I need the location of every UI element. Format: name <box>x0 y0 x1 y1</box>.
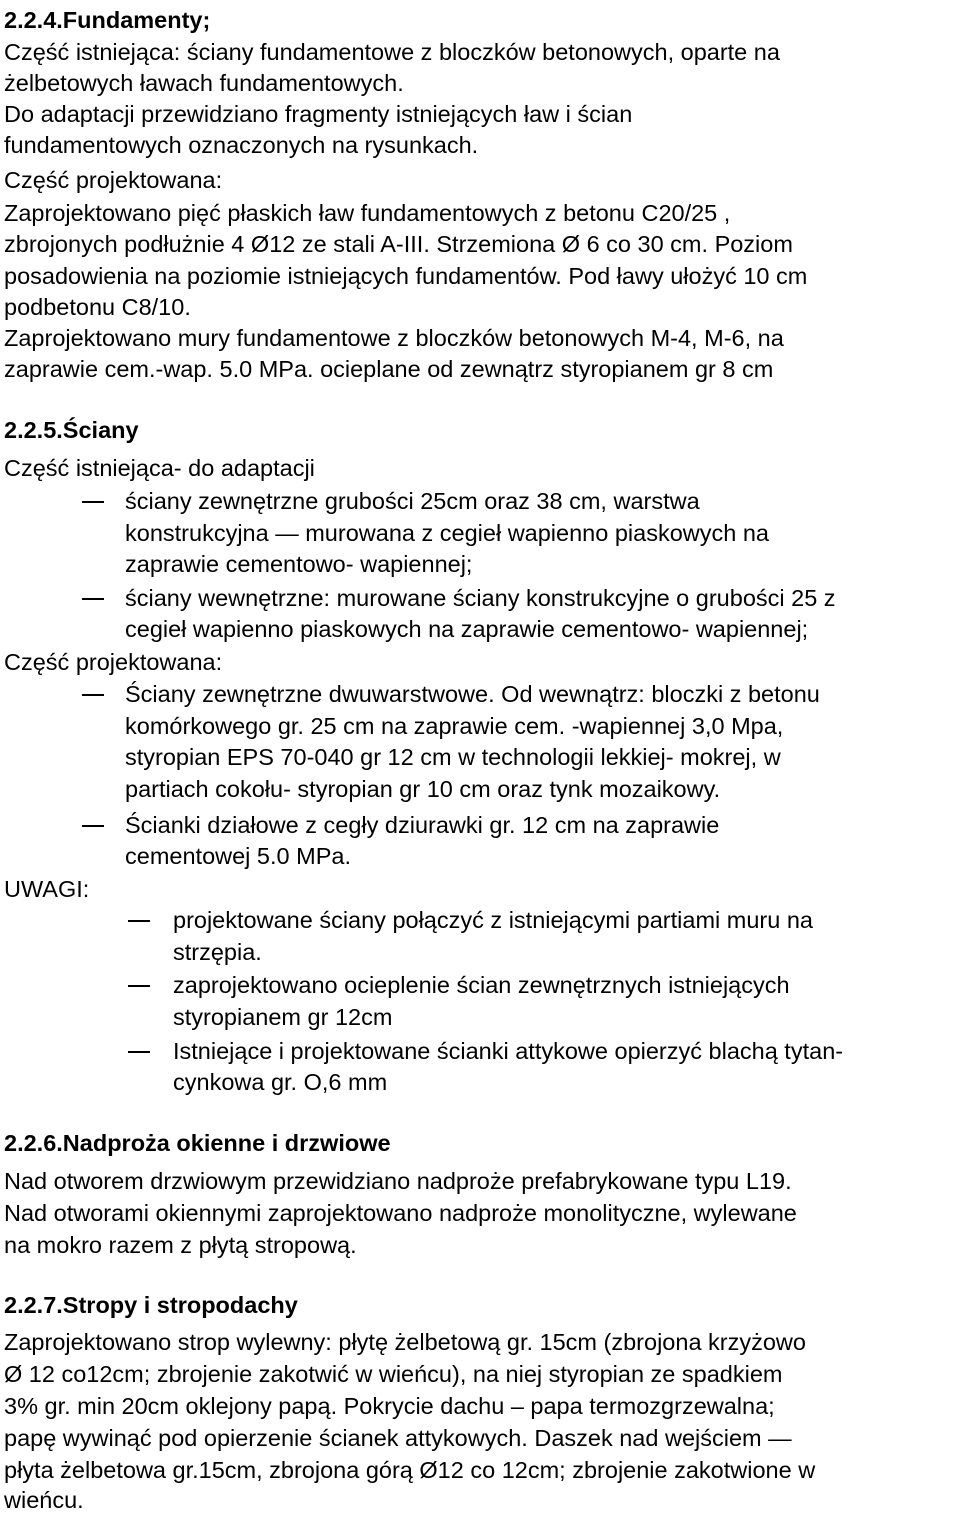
paragraph-line: Zaprojektowano strop wylewny: płytę żelbetową gr. 15cm (zbrojona krzyżowo <box>4 1329 806 1355</box>
list-dash <box>128 920 150 922</box>
list-item-line: cementowej 5.0 MPa. <box>125 843 351 869</box>
list-dash <box>128 1051 150 1053</box>
paragraph-line: fundamentowych oznaczonych na rysunkach. <box>4 132 479 158</box>
list-item-line: styropianem gr 12cm <box>173 1004 393 1030</box>
paragraph-line: Zaprojektowano pięć płaskich ław fundamentowych z betonu C20/25 , <box>4 200 731 226</box>
paragraph-line: zbrojonych podłużnie 4 Ø12 ze stali A-III. Strzemiona Ø 6 co 30 cm. Poziom <box>4 231 793 257</box>
paragraph-line: posadowienia na poziomie istniejących fundamentów. Pod ławy ułożyć 10 cm <box>4 263 808 289</box>
list-dash <box>128 985 150 987</box>
label-existing-part: Część istniejąca: <box>4 39 181 65</box>
paragraph-line: podbetonu C8/10. <box>4 294 191 320</box>
text-run: ściany fundamentowe z bloczków betonowych, oparte na <box>180 39 780 65</box>
list-item-line: partiach cokołu- styropian gr 10 cm oraz tynk mozaikowy. <box>125 776 721 802</box>
list-item-line: ściany zewnętrzne grubości 25cm oraz 38 cm, warstwa <box>125 488 700 514</box>
paragraph-line: Nad otworem drzwiowym przewidziano nadproże prefabrykowane typu L19. <box>4 1168 792 1194</box>
paragraph-line: wieńcu. <box>4 1487 84 1513</box>
list-item-line: komórkowego gr. 25 cm na zaprawie cem. -wapiennej 3,0 Mpa, <box>125 713 784 739</box>
paragraph-line: na mokro razem z płytą stropową. <box>4 1232 357 1258</box>
paragraph-line: płyta żelbetowa gr.15cm, zbrojona górą Ø12 co 12cm; zbrojenie zakotwione w <box>4 1457 816 1483</box>
list-dash <box>82 825 104 827</box>
list-dash <box>82 501 104 503</box>
list-item-line: Ścianki działowe z cegły dziurawki gr. 12 cm na zaprawie <box>125 812 720 838</box>
list-item-line: strzępia. <box>173 939 262 965</box>
paragraph-line: Ø 12 co12cm; zbrojenie zakotwić w wieńcu), na niej styropian ze spadkiem <box>4 1361 783 1387</box>
list-item-line: konstrukcyjna — murowana z cegieł wapienno piaskowych na <box>125 520 769 546</box>
list-item-line: Istniejące i projektowane ścianki attykowe opierzyć blachą tytan- <box>173 1038 844 1064</box>
paragraph-line: Zaprojektowano mury fundamentowe z bloczków betonowych M-4, M-6, na <box>4 325 784 351</box>
list-item-line: cegieł wapienno piaskowych na zaprawie cementowo- wapiennej; <box>125 616 809 642</box>
list-item-line: ściany wewnętrzne: murowane ściany konstrukcyjne o grubości 25 z <box>125 585 836 611</box>
list-dash <box>82 598 104 600</box>
section-heading-2-2-6: 2.2.6.Nadproża okienne i drzwiowe <box>4 1130 391 1156</box>
list-item-line: styropian EPS 70-040 gr 12 cm w technologii lekkiej- mokrej, w <box>125 744 781 770</box>
subheading-existing-part: Część istniejąca- do adaptacji <box>4 455 315 481</box>
list-item-line: projektowane ściany połączyć z istniejącymi partiami muru na <box>173 907 813 933</box>
list-item-line: cynkowa gr. O,6 mm <box>173 1069 388 1095</box>
list-dash <box>82 694 104 696</box>
subheading-designed-part: Część projektowana: <box>4 649 223 675</box>
label-designed-part: Część projektowana: <box>4 167 223 193</box>
paragraph-line: 3% gr. min 20cm oklejony papą. Pokrycie dachu – papa termozgrzewalna; <box>4 1393 775 1419</box>
paragraph-line: Nad otworami okiennymi zaprojektowano nadproże monolityczne, wylewane <box>4 1200 797 1226</box>
notes-label: UWAGI: <box>4 876 90 902</box>
paragraph-line: zaprawie cem.-wap. 5.0 MPa. ocieplane od zewnątrz styropianem gr 8 cm <box>4 356 774 382</box>
paragraph-line <box>4 38 780 66</box>
paragraph-line: żelbetowych ławach fundamentowych. <box>4 70 404 96</box>
list-item-line: zaprojektowano ocieplenie ścian zewnętrznych istniejących <box>173 972 790 998</box>
paragraph-line: papę wywinąć pod opierzenie ścianek attykowych. Daszek nad wejściem — <box>4 1425 792 1451</box>
list-item-line: Ściany zewnętrzne dwuwarstwowe. Od wewnątrz: bloczki z betonu <box>125 681 820 707</box>
section-heading-2-2-4: 2.2.4.Fundamenty; <box>4 7 211 33</box>
section-heading-2-2-7: 2.2.7.Stropy i stropodachy <box>4 1292 298 1318</box>
section-heading-2-2-5: 2.2.5.Ściany <box>4 417 139 443</box>
paragraph-line: Do adaptacji przewidziano fragmenty istniejących ław i ścian <box>4 101 633 127</box>
list-item-line: zaprawie cementowo- wapiennej; <box>125 551 473 577</box>
